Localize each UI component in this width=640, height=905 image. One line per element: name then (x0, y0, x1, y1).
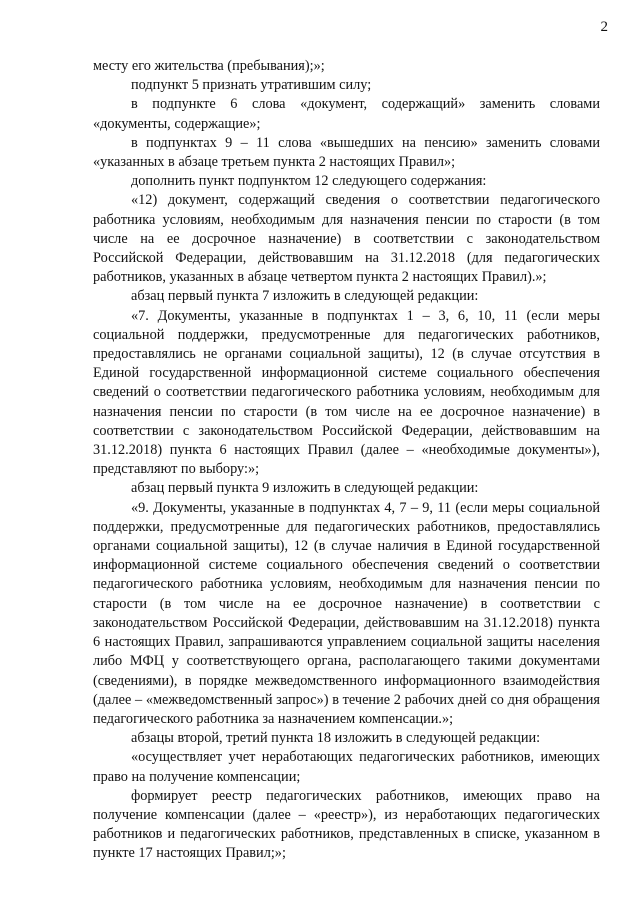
paragraph-add-subpoint-12: дополнить пункт подпунктом 12 следующего содержания: (131, 173, 487, 190)
paragraph-point-18-intro: абзацы второй, третий пункта 18 изложить в следующей редакции: (131, 730, 541, 747)
paragraph-subpoint-5-repeal: подпункт 5 признать утратившим силу; (131, 77, 372, 94)
paragraph-residence-end: месту его жительства (пребывания);»; (93, 58, 325, 74)
document-body (93, 57, 600, 864)
paragraph-point-9-text: «9. Документы, указанные в подпунктах 4, 7 – 9, 11 (если меры социальной поддержки, предусмотренные для педагогических работников, предоставлялись органами социальной защиты), 12 (в случае наличия в Единой государственной информационной системе социального обеспечения сведений о соответствии педагогического работника условиям, необходимым для назначения пенсии по старости (в том числе на ее досрочное назначение) в соответствии с законодательством Российской Федерации, действовавшим на 31.12.2018) пункта 6 настоящих Правил, запрашиваются управлением социальной защиты населения либо МФЦ у соответствующего органа, располагающего такими документами (сведениями), в порядке межведомственного информационного взаимодействия (далее – «межведомственный запрос») в течение 2 рабочих дней со дня обращения педагогического работника за назначением компенсации.»; (93, 499, 600, 727)
paragraph-point-9-intro: абзац первый пункта 9 изложить в следующей редакции: (131, 480, 479, 497)
paragraph-subpoint-12-text: «12) документ, содержащий сведения о соответствии педагогического работника условиям, необходимым для назначения пенсии по старости (в том числе на ее досрочное назначение) в соответствии с законодательством Российской Федерации, действовавшим на 31.12.2018 (для педагогических работников, указанных в абзаце четвертом пункта 2 настоящих Правил).»; (93, 192, 600, 286)
paragraph-point-7-intro: абзац первый пункта 7 изложить в следующей редакции: (131, 288, 479, 305)
paragraph-point-7-text: «7. Документы, указанные в подпунктах 1 – 3, 6, 10, 11 (если меры социальной поддержки, предусмотренные для педагогических работников, предоставлялись не органами социальной защиты), 12 (в случае отсутствия в Единой государственной информационной системе социального обеспечения сведений о соответствии педагогического работника условиям, необходимым для назначения пенсии по старости (в том числе на ее досрочное назначение) в соответствии с законодательством Российской Федерации, действовавшим на 31.12.2018) пункта 6 настоящих Правил (далее – «необходимые документы»), представляют по выбору:»; (93, 307, 600, 478)
paragraph-subpoints-9-11-amend: в подпунктах 9 – 11 слова «вышедших на пенсию» заменить словами «указанных в абзаце третьем пункта 2 настоящих Правил»; (93, 134, 600, 171)
paragraph-subpoint-6-amend: в подпункте 6 слова «документ, содержащий» заменить словами «документы, содержащие»; (93, 96, 600, 132)
paragraph-point-18-registry: формирует реестр педагогических работников, имеющих право на получение компенсации (далее – «реестр»), из неработающих педагогических работников и педагогических работников, представленных в списке, указанном в пункте 17 настоящих Правил;»; (93, 787, 600, 862)
paragraph-point-18-accounting: «осуществляет учет неработающих педагогических работников, имеющих право на получение компенсации; (93, 749, 600, 785)
page-number: 2 (600, 19, 608, 35)
